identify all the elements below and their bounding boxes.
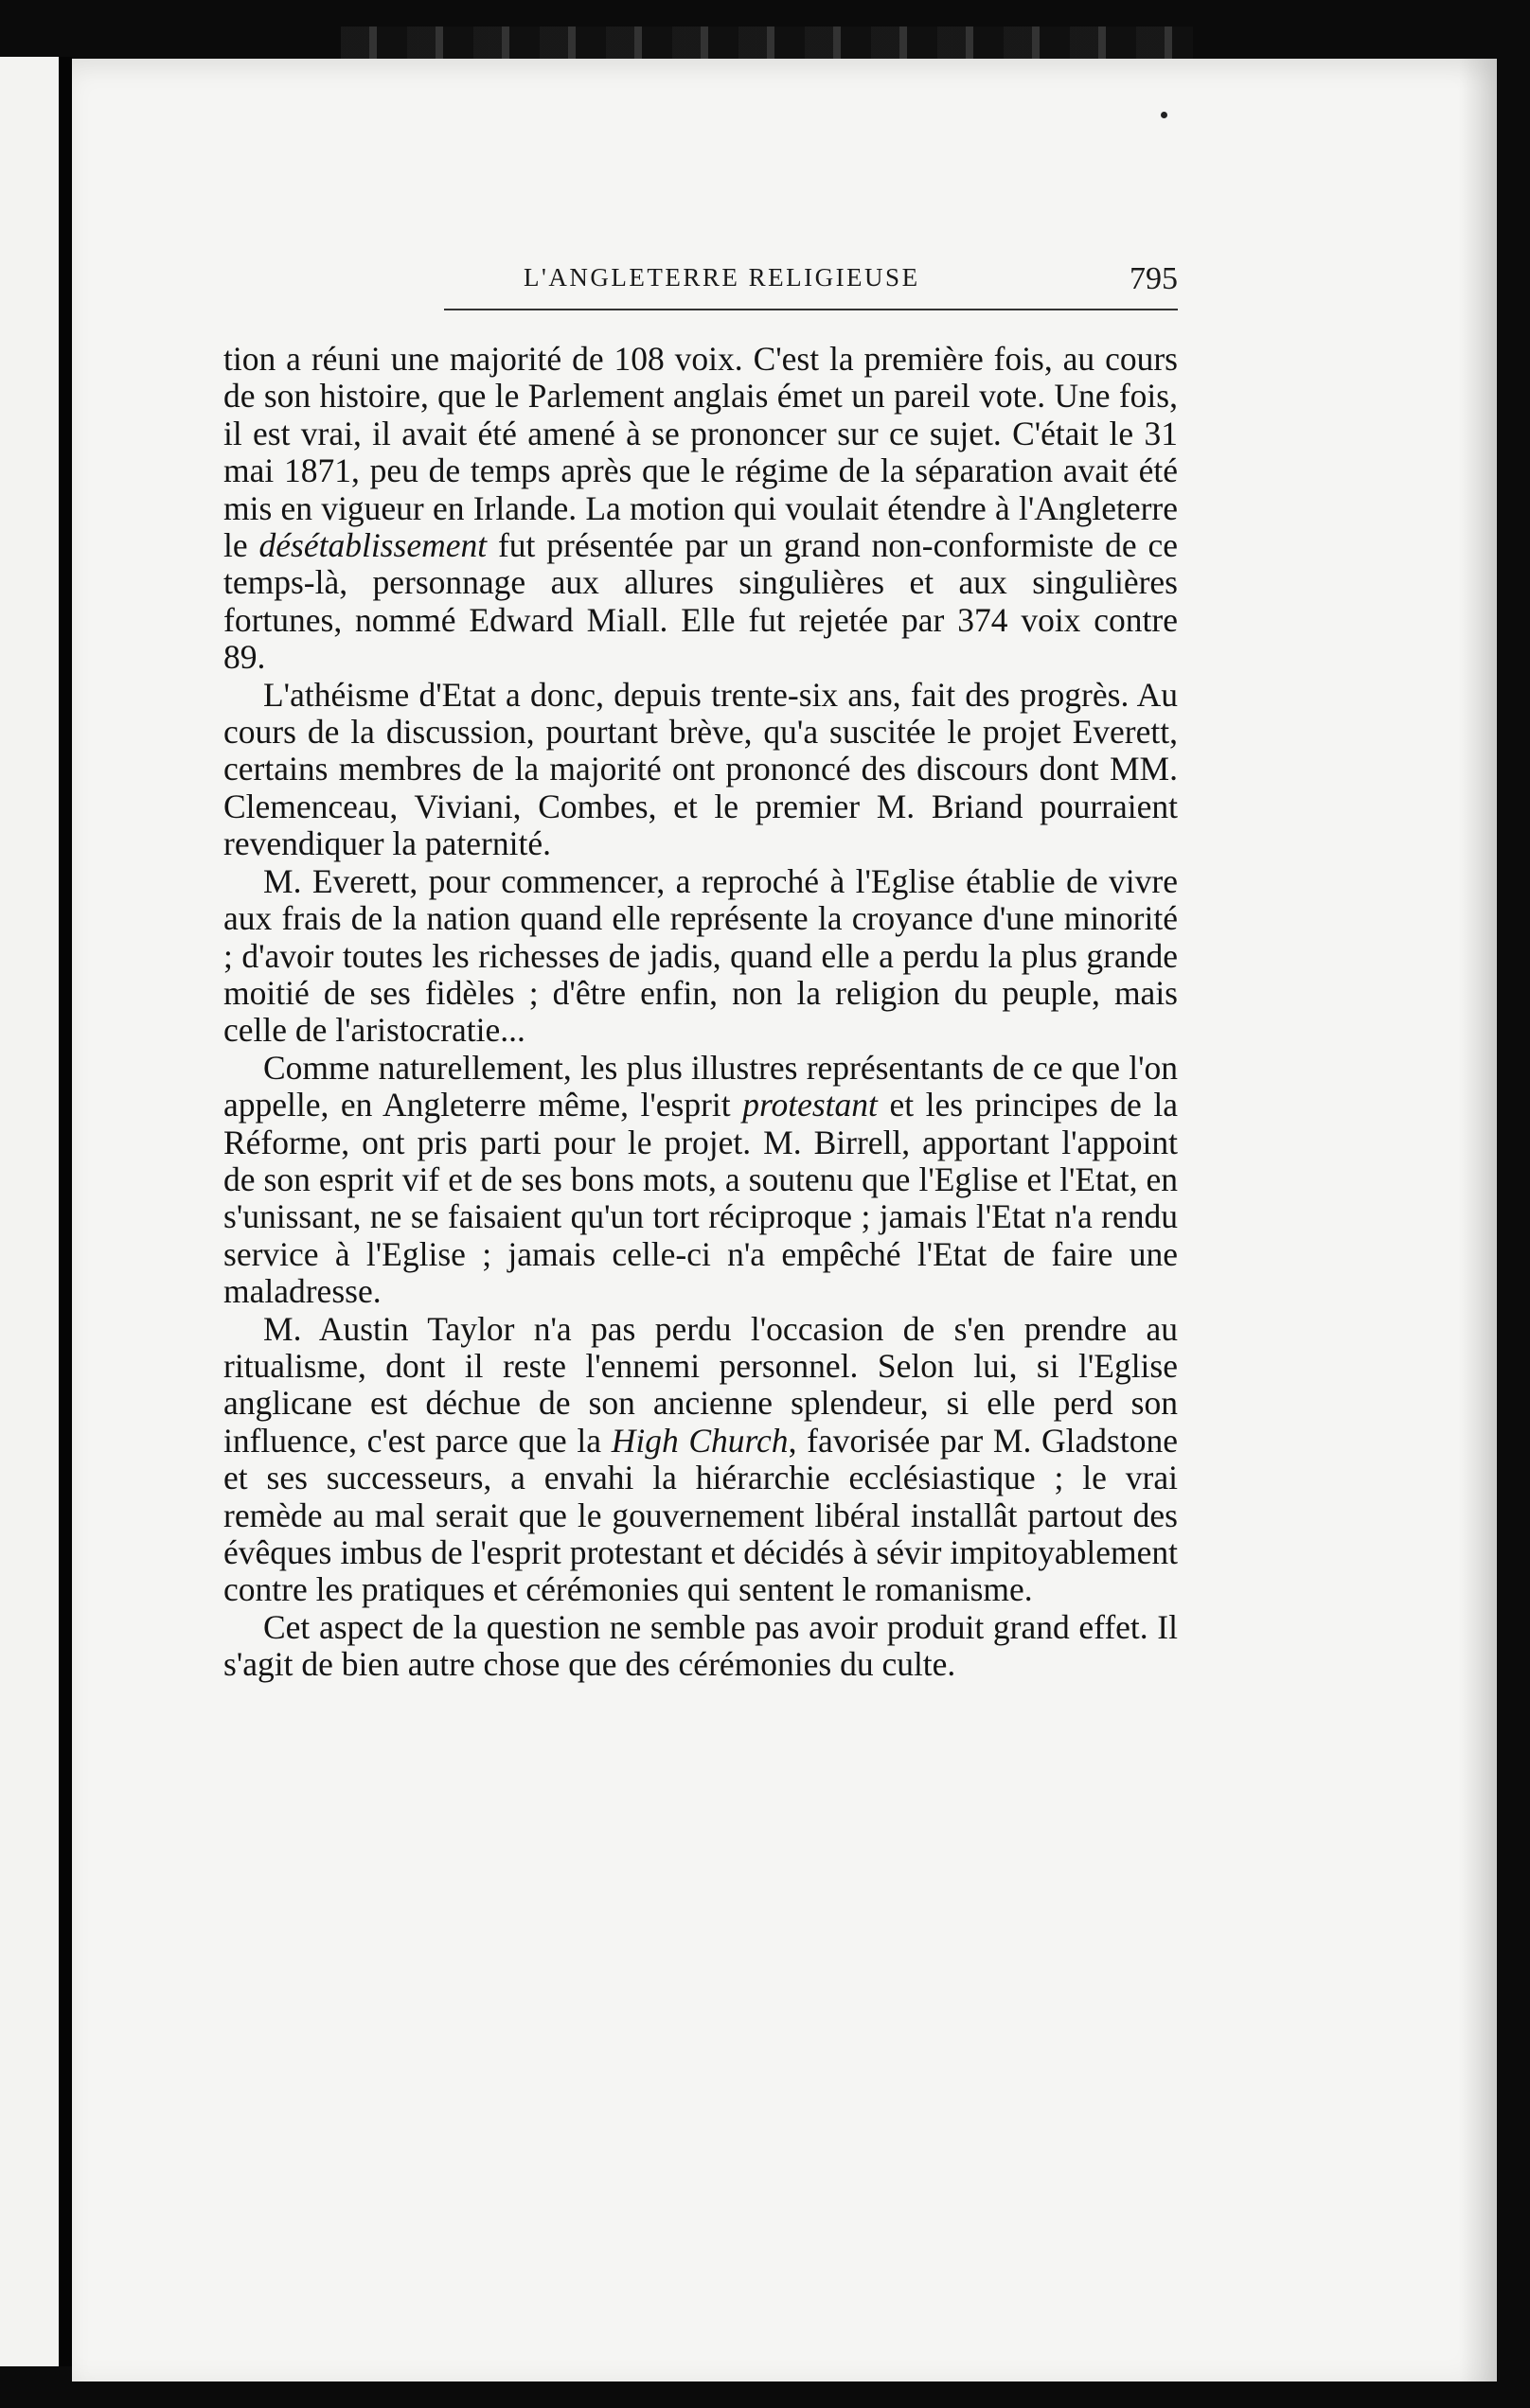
- paragraph-text: L'athéisme d'Etat a donc, depuis trente-six ans, fait des progrès. Au cours de la discussion, pourtant brève, qu'a suscitée le projet Everett, certains membres de la majorité ont prononcé des discours dont MM. Clemenceau, Viviani, Combes, et le premier M. Briand pourraient revendiquer la paternité.: [223, 675, 1178, 863]
- paragraph: [223, 863, 1178, 1050]
- body-text: [223, 341, 1178, 1684]
- paragraph: [223, 1050, 1178, 1311]
- facing-page-edge: [0, 57, 59, 2366]
- book-gutter: [59, 57, 72, 2366]
- paragraph-text: Comme naturellement, les plus illustres représentants de ce que l'on appelle, en Angleterre même, l'esprit: [223, 1048, 1178, 1124]
- paragraph: [223, 1609, 1178, 1684]
- paragraph-text: Cet aspect de la question ne semble pas avoir produit grand effet. Il s'agit de bien autre chose que des cérémonies du culte.: [223, 1607, 1178, 1684]
- italic-term: protestant: [742, 1086, 878, 1124]
- paragraph: [223, 677, 1178, 863]
- page-shadow: [1459, 59, 1497, 2381]
- paragraph-text: tion a réuni une majorité de 108 voix. C'est la première fois, au cours de son histoire, que le Parlement anglais émet un pareil vote. Une fois, il est vrai, il avait été amené à se prononcer sur ce sujet. C'était le 31 mai 1871, peu de temps après que le régime de la séparation avait été mis en vigueur en Irlande. La motion qui voulait étendre à l'Angleterre le: [223, 340, 1178, 565]
- header-rule: [444, 309, 1178, 310]
- running-title: L'ANGLETERRE RELIGIEUSE: [524, 263, 920, 292]
- paragraph-text: et les principes de la Réforme, ont pris parti pour le projet. M. Birrell, apportant l'appoint de son esprit vif et de ses bons mots, a soutenu que l'Eglise et l'Etat, en s'unissant, ne se faisaient qu'un tort réciproque ; jamais l'Etat n'a rendu service à l'Eglise ; jamais celle-ci n'a empêché l'Etat de faire une maladresse.: [223, 1086, 1178, 1311]
- paragraph: [223, 341, 1178, 677]
- paragraph: [223, 1311, 1178, 1609]
- paragraph-text: fut présentée par un grand non-conformiste de ce temps-là, personnage aux allures singulières et aux singulières fortunes, nommé Edward Miall. Elle fut rejetée par 374 voix contre 89.: [223, 526, 1178, 677]
- paragraph-text: , favorisée par M. Gladstone et ses successeurs, a envahi la hiérarchie ecclésiastique ; le vrai remède au mal serait que le gouvernement libéral installât partout des évêques imbus de l'esprit protestant et décidés à sévir impitoyablement contre les pratiques et cérémonies qui sentent le romanisme.: [223, 1421, 1178, 1609]
- scan-top-edge: [341, 27, 1193, 59]
- page-header: [444, 261, 1178, 318]
- paragraph-text: M. Everett, pour commencer, a reproché à l'Eglise établie de vivre aux frais de la nation quand elle représente la croyance d'une minorité ; d'avoir toutes les richesses de jadis, quand elle a perdu la plus grande moitié de ses fidèles ; d'être enfin, non la religion du peuple, mais celle de l'aristocratie...: [223, 861, 1178, 1050]
- italic-term: High Church: [611, 1421, 789, 1460]
- page-number: 795: [1130, 261, 1178, 296]
- italic-term: désétablissement: [258, 526, 488, 565]
- speck: [1161, 112, 1167, 118]
- paragraph-text: M. Austin Taylor n'a pas perdu l'occasion de s'en prendre au ritualisme, dont il reste l'ennemi personnel. Selon lui, si l'Eglise anglicane est déchue de son ancienne splendeur, si elle perd son influence, c'est parce que la: [223, 1309, 1178, 1460]
